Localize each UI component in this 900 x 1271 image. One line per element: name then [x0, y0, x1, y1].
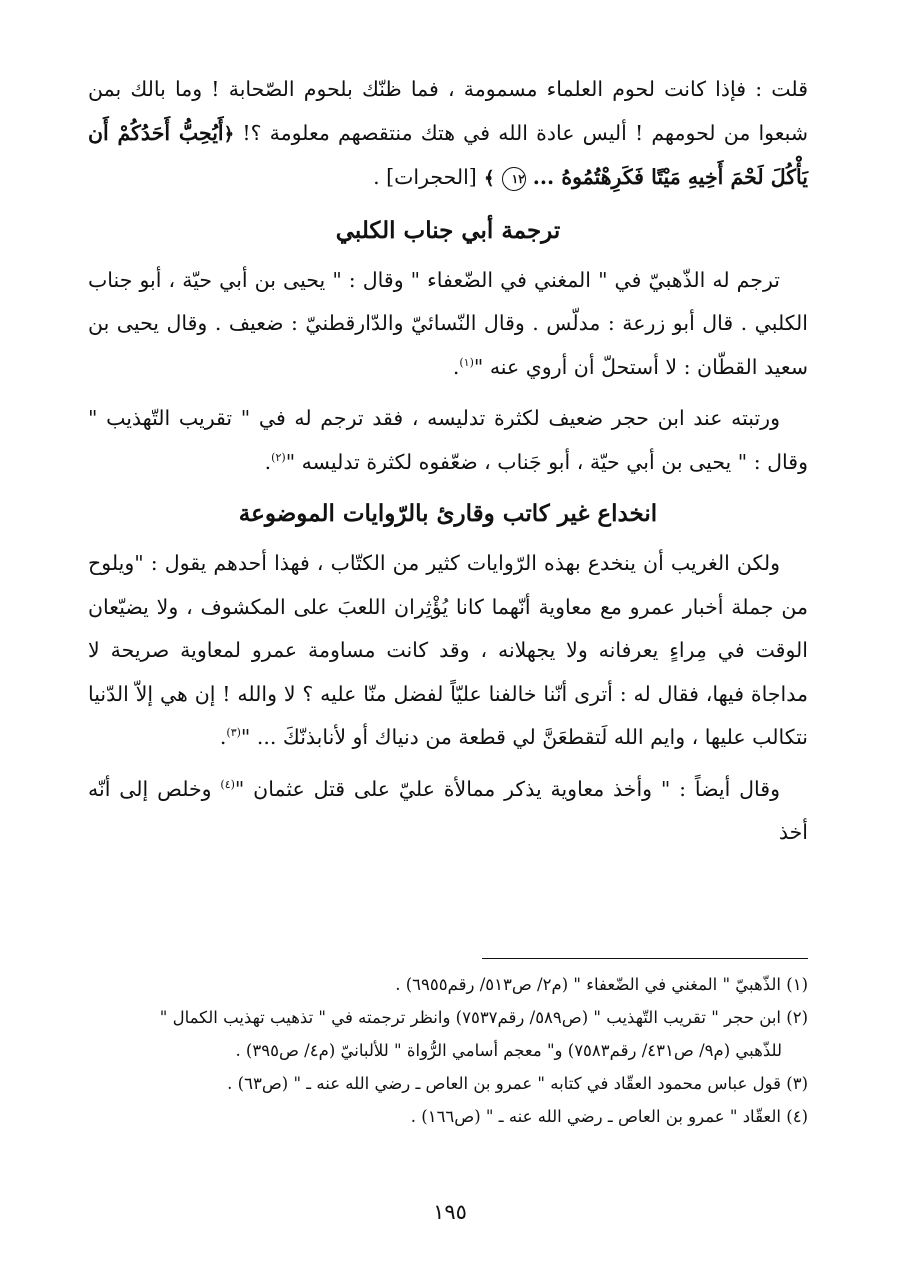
- page-number: ١٩٥: [433, 1200, 467, 1224]
- footnote-2: (٢) ابن حجر " تقريب التّهذيب " (ص٥٨٩/ رقم٧٥٣٧) وانظر ترجمته في " تذهيب تهذيب الكمال ": [159, 1008, 808, 1027]
- ayah-number-marker: ١٢: [502, 167, 526, 191]
- quran-source: [الحجرات] .: [373, 165, 477, 189]
- footnote-2-continued: للذّهبي (م٩/ ص٤٣١/ رقم٧٥٨٣) و" معجم أسامي الرُّواة " للألبانيّ (م٤/ ص٣٩٥) .: [235, 1041, 782, 1060]
- paragraph-4-end: .: [219, 725, 227, 749]
- paragraph-3-end: .: [264, 449, 272, 474]
- quran-verse-text: أَيُحِبُّ أَحَدُكُمْ أَن يَأْكُلَ لَحْمَ أَخِيهِ مَيْتًا فَكَرِهْتُمُوهُ ...: [88, 120, 808, 189]
- footnote-4: (٤) العقّاد " عمرو بن العاص ـ رضي الله عنه ـ " (ص١٦٦) .: [410, 1107, 808, 1126]
- footnotes: [88, 970, 808, 1135]
- footnote-ref-1[interactable]: (١): [459, 355, 474, 369]
- section-heading-abu-janab: ترجمة أبي جناب الكلبي: [335, 216, 561, 244]
- paragraph-2-end: .: [452, 354, 460, 379]
- footnote-ref-4[interactable]: (٤): [220, 777, 235, 791]
- paragraph-5-text: وقال أيضاً : " وأخذ معاوية يذكر ممالأة عليّ على قتل عثمان ": [234, 776, 780, 801]
- page-body: [88, 68, 808, 855]
- quran-close-bracket: ﴾: [483, 168, 495, 189]
- footnote-ref-2[interactable]: (٢): [271, 450, 286, 464]
- paragraph-2: [88, 259, 808, 390]
- paragraph-4-text: ولكن الغريب أن ينخدع بهذه الرّوايات كثير من الكتّاب ، فهذا أحدهم يقول : "ويلوح من جملة أخبار عمرو مع معاوية أنّهما كانا يُؤْثِران اللعبَ على المكشوف ، ولا يضيّعان الوقت في مِراءٍ يعرفانه ولا يجهلانه ، وقد كانت مساومة عمرو لمعاوية صريحة لا مداجاة فيها، فقال له : أترى أنّنا خالفنا عليّاً لفضل منّا عليه ؟ لا والله ! إن هي إلاّ الدّنيا نتكالب عليها ، وايم الله لَتقطعَنَّ لي قطعة من دنياك أو لأنابذنّكَ ... ": [88, 551, 808, 749]
- footnote-ref-3[interactable]: (٣): [226, 726, 241, 740]
- paragraph-5: [88, 768, 808, 855]
- paragraph-4: [88, 542, 808, 760]
- quran-open-bracket: ﴿: [223, 123, 235, 145]
- paragraph-1-text: قلت : فإذا كانت لحوم العلماء مسمومة ، فما ظنّك بلحوم الصّحابة ! وما بالك بمن شبعوا من لحومهم ! أليس عادة الله في هتك منتقصهم معلومة ؟!: [88, 77, 808, 145]
- section-heading-deception: انخداع غير كاتب وقارئ بالرّوايات الموضوعة: [238, 500, 658, 527]
- paragraph-1: [88, 68, 808, 201]
- paragraph-2-text: ترجم له الذّهبيّ في " المغني في الضّعفاء " وقال : " يحيى بن أبي حيّة ، أبو جناب الكلبي . قال أبو زرعة : مدلّس . وقال النّسائيّ والدّارقطنيّ : ضعيف . وقال يحيى بن سعيد القطّان : لا أستحلّ أن أروي عنه ": [88, 267, 808, 379]
- paragraph-3: [88, 397, 808, 484]
- footnote-3: (٣) قول عباس محمود العقّاد في كتابه " عمرو بن العاص ـ رضي الله عنه ـ " (ص٦٣) .: [227, 1074, 808, 1093]
- footnote-divider: [482, 958, 808, 959]
- paragraph-5-tail: وخلص إلى أنّه أخذ: [88, 776, 808, 844]
- footnote-1: (١) الذّهبيّ " المغني في الضّعفاء " (م٢/ ص٥١٣/ رقم٦٩٥٥) .: [395, 975, 808, 994]
- paragraph-3-text: ورتبته عند ابن حجر ضعيف لكثرة تدليسه ، فقد ترجم له في " تقريب التّهذيب " وقال : " يحيى بن أبي حيّة ، أبو جَناب ، ضعّفوه لكثرة تدليسه ": [88, 406, 808, 474]
